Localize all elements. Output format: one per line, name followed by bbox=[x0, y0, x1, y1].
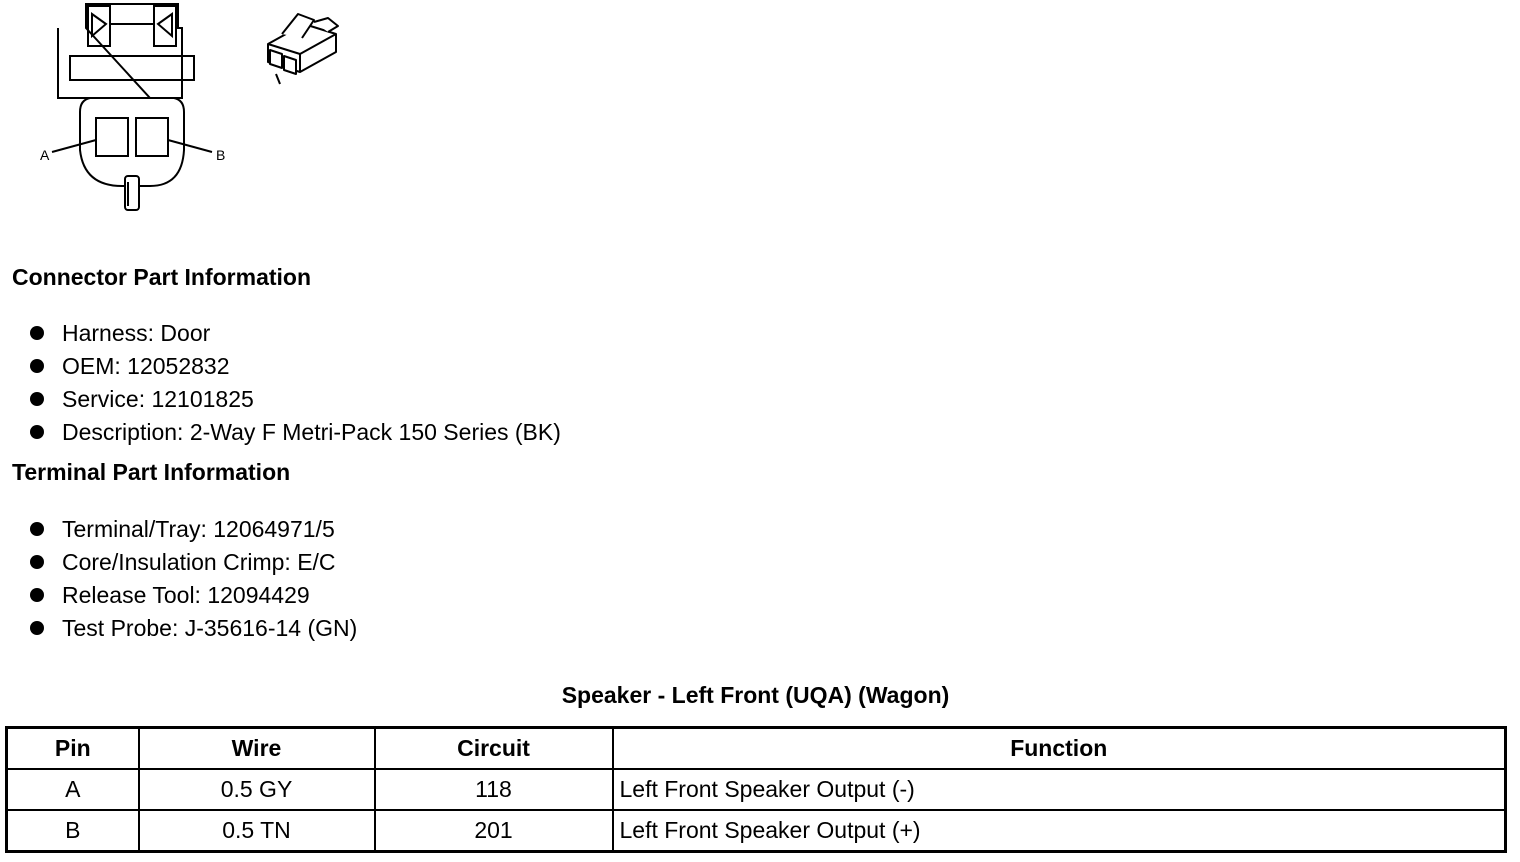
list-item: Test Probe: J-35616-14 (GN) bbox=[30, 612, 357, 645]
terminal-part-info-heading: Terminal Part Information bbox=[12, 459, 291, 485]
pin-cell: A bbox=[7, 769, 139, 810]
wire-column-header: Wire bbox=[139, 728, 375, 770]
circuit-column-header: Circuit bbox=[375, 728, 613, 770]
bullet-icon bbox=[30, 425, 44, 439]
latch-bridge bbox=[110, 24, 154, 46]
connector-part-info-heading: Connector Part Information bbox=[12, 264, 312, 290]
connector-face-diagram bbox=[30, 0, 245, 220]
leader-line-a bbox=[52, 140, 96, 152]
list-item: Core/Insulation Crimp: E/C bbox=[30, 546, 357, 579]
table-header-row bbox=[7, 728, 1506, 770]
circuit-cell: 118 bbox=[375, 769, 613, 810]
bullet-icon bbox=[30, 555, 44, 569]
connector-3d-icon bbox=[258, 4, 348, 88]
list-item: Description: 2-Way F Metri-Pack 150 Series (BK) bbox=[30, 416, 561, 449]
bullet-icon bbox=[30, 326, 44, 340]
pin-b-label: B bbox=[216, 147, 226, 163]
function-column-header: Function bbox=[613, 728, 1506, 770]
pin-column-header: Pin bbox=[7, 728, 139, 770]
wire-cell: 0.5 GY bbox=[139, 769, 375, 810]
leader-line-b bbox=[168, 140, 212, 152]
pinout-table bbox=[5, 726, 1507, 853]
function-cell: Left Front Speaker Output (-) bbox=[613, 769, 1506, 810]
latch-left-arrow bbox=[92, 14, 106, 36]
connector-part-info-list bbox=[30, 317, 561, 449]
cavity-b bbox=[136, 118, 168, 156]
housing-top-outline bbox=[58, 4, 182, 98]
wire-cell: 0.5 TN bbox=[139, 810, 375, 852]
bullet-icon bbox=[30, 588, 44, 602]
table-row bbox=[7, 769, 1506, 810]
list-item: OEM: 12052832 bbox=[30, 350, 561, 383]
bullet-icon bbox=[30, 621, 44, 635]
bullet-icon bbox=[30, 522, 44, 536]
pin-a-label: A bbox=[40, 147, 50, 163]
list-item: Terminal/Tray: 12064971/5 bbox=[30, 513, 357, 546]
list-item: Service: 12101825 bbox=[30, 383, 561, 416]
latch-right-arrow bbox=[158, 14, 172, 36]
terminal-part-info-list bbox=[30, 513, 357, 645]
bullet-icon bbox=[30, 392, 44, 406]
list-item: Release Tool: 12094429 bbox=[30, 579, 357, 612]
circuit-cell: 201 bbox=[375, 810, 613, 852]
bullet-icon bbox=[30, 359, 44, 373]
function-cell: Left Front Speaker Output (+) bbox=[613, 810, 1506, 852]
pinout-table-title: Speaker - Left Front (UQA) (Wagon) bbox=[561, 682, 950, 708]
list-item: Harness: Door bbox=[30, 317, 561, 350]
pin-cell: B bbox=[7, 810, 139, 852]
table-row bbox=[7, 810, 1506, 852]
cavity-a bbox=[96, 118, 128, 156]
housing-rib bbox=[70, 56, 194, 80]
